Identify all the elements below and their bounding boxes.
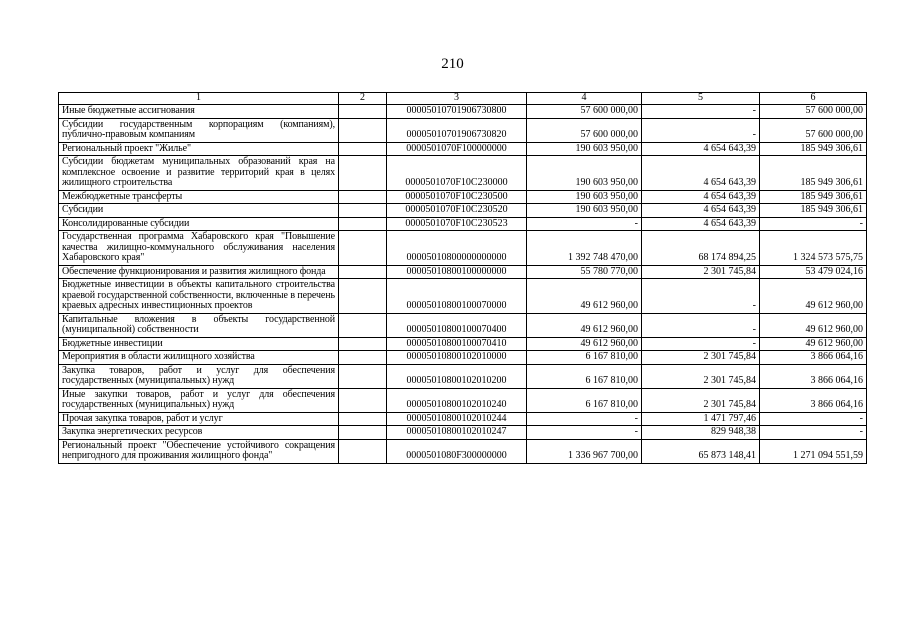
row-name: Обеспечение функционирования и развития жилищного фонда bbox=[59, 265, 339, 279]
table-row bbox=[59, 364, 867, 388]
table-row bbox=[59, 337, 867, 351]
row-value-6: 3 866 064,16 bbox=[760, 351, 867, 365]
row-value-6: 3 866 064,16 bbox=[760, 364, 867, 388]
row-name: Межбюджетные трансферты bbox=[59, 190, 339, 204]
row-code: 0000501070F100000000 bbox=[387, 142, 527, 156]
row-code: 00005010800000000000 bbox=[387, 231, 527, 266]
row-column-2 bbox=[339, 279, 387, 314]
row-value-4: - bbox=[527, 426, 642, 440]
row-code: 00005010701906730820 bbox=[387, 118, 527, 142]
row-column-2 bbox=[339, 439, 387, 463]
row-value-4: 57 600 000,00 bbox=[527, 105, 642, 119]
row-column-2 bbox=[339, 351, 387, 365]
row-value-6: 3 866 064,16 bbox=[760, 388, 867, 412]
table-row bbox=[59, 388, 867, 412]
row-value-6: - bbox=[760, 412, 867, 426]
row-code: 0000501070F10C230500 bbox=[387, 190, 527, 204]
row-value-5: 4 654 643,39 bbox=[642, 190, 760, 204]
row-value-4: 49 612 960,00 bbox=[527, 279, 642, 314]
row-value-6: 57 600 000,00 bbox=[760, 118, 867, 142]
row-value-6: - bbox=[760, 426, 867, 440]
row-value-6: 49 612 960,00 bbox=[760, 337, 867, 351]
row-column-2 bbox=[339, 204, 387, 218]
column-header-2: 2 bbox=[339, 93, 387, 105]
row-value-5: - bbox=[642, 118, 760, 142]
table-row bbox=[59, 439, 867, 463]
row-value-6: 49 612 960,00 bbox=[760, 313, 867, 337]
row-name: Бюджетные инвестиции bbox=[59, 337, 339, 351]
row-name: Субсидии бюджетам муниципальных образований края на комплексное освоение и развитие территорий края в целях жилищного строительства bbox=[59, 156, 339, 191]
row-value-4: 6 167 810,00 bbox=[527, 351, 642, 365]
row-column-2 bbox=[339, 156, 387, 191]
column-header-6: 6 bbox=[760, 93, 867, 105]
row-value-4: 190 603 950,00 bbox=[527, 156, 642, 191]
row-code: 00005010800102010240 bbox=[387, 388, 527, 412]
row-name: Бюджетные инвестиции в объекты капитального строительства краевой государственной собственности, включенные в перечень краевых адресных инвестиционных проектов bbox=[59, 279, 339, 314]
row-value-6: 185 949 306,61 bbox=[760, 204, 867, 218]
row-column-2 bbox=[339, 388, 387, 412]
row-value-5: - bbox=[642, 105, 760, 119]
row-column-2 bbox=[339, 313, 387, 337]
row-value-5: 829 948,38 bbox=[642, 426, 760, 440]
row-value-5: 4 654 643,39 bbox=[642, 156, 760, 191]
row-code: 0000501070F10C230000 bbox=[387, 156, 527, 191]
table-row bbox=[59, 426, 867, 440]
row-value-4: 57 600 000,00 bbox=[527, 118, 642, 142]
row-value-4: 55 780 770,00 bbox=[527, 265, 642, 279]
row-value-4: 6 167 810,00 bbox=[527, 364, 642, 388]
row-column-2 bbox=[339, 217, 387, 231]
row-value-5: 2 301 745,84 bbox=[642, 388, 760, 412]
row-name: Мероприятия в области жилищного хозяйства bbox=[59, 351, 339, 365]
row-value-4: - bbox=[527, 412, 642, 426]
row-value-5: 68 174 894,25 bbox=[642, 231, 760, 266]
table-row bbox=[59, 204, 867, 218]
row-column-2 bbox=[339, 118, 387, 142]
row-value-4: 49 612 960,00 bbox=[527, 337, 642, 351]
table-row bbox=[59, 156, 867, 191]
row-value-6: 53 479 024,16 bbox=[760, 265, 867, 279]
row-value-5: 2 301 745,84 bbox=[642, 351, 760, 365]
row-value-4: - bbox=[527, 217, 642, 231]
row-value-6: 57 600 000,00 bbox=[760, 105, 867, 119]
row-code: 0000501080F300000000 bbox=[387, 439, 527, 463]
row-value-6: 1 324 573 575,75 bbox=[760, 231, 867, 266]
row-code: 00005010800102010247 bbox=[387, 426, 527, 440]
budget-table bbox=[58, 92, 867, 464]
table-row bbox=[59, 265, 867, 279]
column-header-5: 5 bbox=[642, 93, 760, 105]
table-row bbox=[59, 105, 867, 119]
row-name: Иные бюджетные ассигнования bbox=[59, 105, 339, 119]
row-code: 00005010800100070410 bbox=[387, 337, 527, 351]
row-value-5: 4 654 643,39 bbox=[642, 217, 760, 231]
row-name: Государственная программа Хабаровского края "Повышение качества жилищно-коммунального обслуживания населения Хабаровского края" bbox=[59, 231, 339, 266]
row-column-2 bbox=[339, 231, 387, 266]
row-value-4: 6 167 810,00 bbox=[527, 388, 642, 412]
table-header-row bbox=[59, 93, 867, 105]
row-name: Закупка энергетических ресурсов bbox=[59, 426, 339, 440]
row-code: 00005010800102010244 bbox=[387, 412, 527, 426]
row-value-6: 49 612 960,00 bbox=[760, 279, 867, 314]
row-value-5: 4 654 643,39 bbox=[642, 204, 760, 218]
column-header-1: 1 bbox=[59, 93, 339, 105]
row-name: Консолидированные субсидии bbox=[59, 217, 339, 231]
table-row bbox=[59, 190, 867, 204]
row-code: 00005010800102010000 bbox=[387, 351, 527, 365]
row-code: 00005010701906730800 bbox=[387, 105, 527, 119]
table-row bbox=[59, 313, 867, 337]
row-column-2 bbox=[339, 190, 387, 204]
row-value-5: 4 654 643,39 bbox=[642, 142, 760, 156]
row-value-4: 190 603 950,00 bbox=[527, 190, 642, 204]
row-code: 00005010800100070400 bbox=[387, 313, 527, 337]
row-value-4: 190 603 950,00 bbox=[527, 142, 642, 156]
row-value-6: 185 949 306,61 bbox=[760, 190, 867, 204]
row-code: 0000501070F10C230523 bbox=[387, 217, 527, 231]
column-header-4: 4 bbox=[527, 93, 642, 105]
row-column-2 bbox=[339, 105, 387, 119]
row-value-5: 1 471 797,46 bbox=[642, 412, 760, 426]
table-body bbox=[59, 105, 867, 464]
page-number: 210 bbox=[441, 56, 464, 72]
row-value-4: 49 612 960,00 bbox=[527, 313, 642, 337]
column-header-3: 3 bbox=[387, 93, 527, 105]
table-row bbox=[59, 217, 867, 231]
table-row bbox=[59, 118, 867, 142]
row-name: Региональный проект "Обеспечение устойчивого сокращения непригодного для проживания жилищного фонда" bbox=[59, 439, 339, 463]
row-value-6: 1 271 094 551,59 bbox=[760, 439, 867, 463]
row-code: 0000501070F10C230520 bbox=[387, 204, 527, 218]
row-value-4: 190 603 950,00 bbox=[527, 204, 642, 218]
table-row bbox=[59, 279, 867, 314]
table-row bbox=[59, 351, 867, 365]
row-name: Региональный проект "Жилье" bbox=[59, 142, 339, 156]
row-value-5: - bbox=[642, 313, 760, 337]
table-row bbox=[59, 412, 867, 426]
row-column-2 bbox=[339, 142, 387, 156]
table-row bbox=[59, 231, 867, 266]
row-column-2 bbox=[339, 364, 387, 388]
row-value-4: 1 392 748 470,00 bbox=[527, 231, 642, 266]
row-value-5: 65 873 148,41 bbox=[642, 439, 760, 463]
row-name: Субсидии государственным корпорациям (компаниям), публично-правовым компаниям bbox=[59, 118, 339, 142]
row-code: 00005010800102010200 bbox=[387, 364, 527, 388]
row-value-5: - bbox=[642, 279, 760, 314]
row-column-2 bbox=[339, 265, 387, 279]
row-name: Прочая закупка товаров, работ и услуг bbox=[59, 412, 339, 426]
row-code: 00005010800100070000 bbox=[387, 279, 527, 314]
row-column-2 bbox=[339, 337, 387, 351]
row-column-2 bbox=[339, 426, 387, 440]
row-name: Закупка товаров, работ и услуг для обеспечения государственных (муниципальных) нужд bbox=[59, 364, 339, 388]
row-value-5: 2 301 745,84 bbox=[642, 265, 760, 279]
row-value-4: 1 336 967 700,00 bbox=[527, 439, 642, 463]
row-name: Капитальные вложения в объекты государственной (муниципальной) собственности bbox=[59, 313, 339, 337]
row-name: Иные закупки товаров, работ и услуг для обеспечения государственных (муниципальных) нужд bbox=[59, 388, 339, 412]
row-code: 00005010800100000000 bbox=[387, 265, 527, 279]
row-value-6: 185 949 306,61 bbox=[760, 142, 867, 156]
row-value-5: - bbox=[642, 337, 760, 351]
row-value-6: 185 949 306,61 bbox=[760, 156, 867, 191]
row-value-6: - bbox=[760, 217, 867, 231]
row-value-5: 2 301 745,84 bbox=[642, 364, 760, 388]
row-name: Субсидии bbox=[59, 204, 339, 218]
row-column-2 bbox=[339, 412, 387, 426]
table-row bbox=[59, 142, 867, 156]
